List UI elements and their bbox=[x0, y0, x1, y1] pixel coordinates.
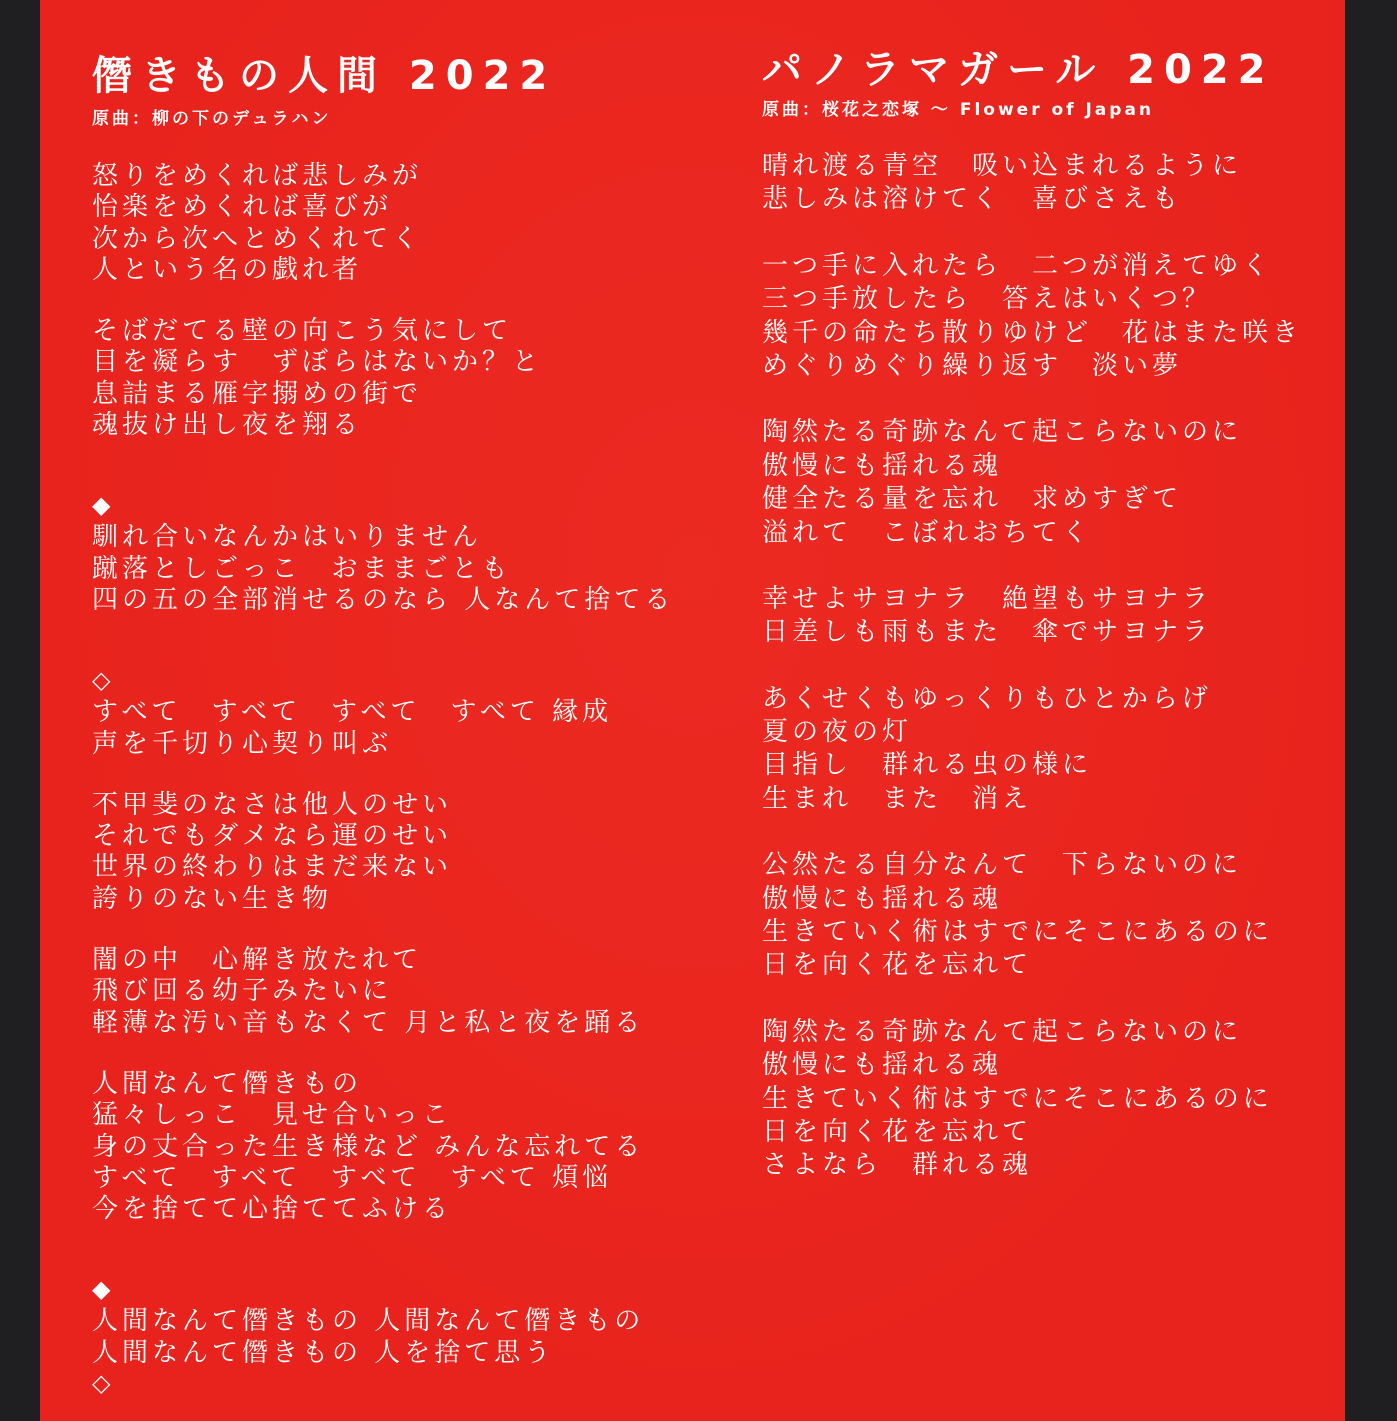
lyric-line: 四の五の全部消せるのなら 人なんて捨てる bbox=[92, 584, 675, 615]
stanza-gap bbox=[762, 986, 1302, 1019]
right-song-lyrics bbox=[762, 153, 1302, 1186]
lyric-line: 声を千切り心契り叫ぶ bbox=[92, 728, 393, 759]
lyric-line: 悲しみは溶けてく 喜びさえも bbox=[762, 184, 1183, 215]
lyric-line: 目を凝らす ずぼらはないか？と bbox=[92, 347, 543, 378]
lyric-line: 馴れ合いなんかはいりません bbox=[92, 522, 483, 553]
lyric-line: 三つ手放したら 答えはいくつ？ bbox=[762, 284, 1213, 315]
lyric-line: 生まれ また 消え bbox=[762, 783, 1033, 814]
lyric-line: 猛々しっこ 見せ合いっこ bbox=[92, 1100, 453, 1131]
lyric-line: それでもダメなら運のせい bbox=[92, 821, 453, 852]
lyric-line: 今を捨てて心捨ててふける bbox=[92, 1194, 453, 1225]
stanza-gap bbox=[762, 553, 1302, 586]
lyric-line: 蹴落としごっこ おままごとも bbox=[92, 553, 512, 584]
lyric-line: すべて すべて すべて すべて 縁成 bbox=[92, 697, 613, 728]
stanza-gap bbox=[92, 917, 674, 947]
lyric-line: 闇の中 心解き放たれて bbox=[92, 945, 423, 976]
lyric-line: 怒りをめくれば悲しみが bbox=[92, 161, 423, 191]
lyric-line: 人という名の戯れ者 bbox=[92, 254, 363, 285]
lyric-line: 誇りのない生き物 bbox=[92, 883, 333, 914]
stanza-gap bbox=[92, 1227, 674, 1277]
stanza-gap bbox=[762, 653, 1302, 686]
stanza-gap bbox=[762, 386, 1302, 419]
lyrics-booklet-page bbox=[40, 0, 1345, 1421]
lyric-line: 幸せよサヨナラ 絶望もサヨナラ bbox=[762, 583, 1213, 614]
left-song-title: 僭きもの人間 2022 bbox=[92, 53, 557, 99]
lyric-line: 日を向く花を忘れて bbox=[762, 1116, 1033, 1147]
lyric-line: 晴れ渡る青空 吸い込まれるように bbox=[762, 151, 1243, 181]
lyric-line: 世界の終わりはまだ来ない bbox=[92, 852, 453, 883]
lyric-line: 一つ手に入れたら 二つが消えてゆく bbox=[762, 250, 1273, 281]
lyric-line: すべて すべて すべて すべて 煩悩 bbox=[92, 1162, 613, 1193]
lyric-line: 傲慢にも揺れる魂 bbox=[762, 450, 1003, 481]
lyric-line: 溢れて こぼれおちてく bbox=[762, 517, 1092, 548]
lyric-line: 傲慢にも揺れる魂 bbox=[762, 1050, 1003, 1081]
section-marker: ◇ bbox=[92, 666, 111, 695]
lyric-line: あくせくもゆっくりもひとからげ bbox=[762, 683, 1212, 714]
lyric-line: 軽薄な汚い音もなくて 月と私と夜を踊る bbox=[92, 1007, 645, 1038]
lyric-line: 息詰まる雁字搦めの街で bbox=[92, 378, 423, 409]
stanza-gap bbox=[92, 1041, 674, 1071]
left-song-subtitle: 原曲：柳の下のデュラハン bbox=[92, 109, 332, 129]
lyric-line: 目指し 群れる虫の様に bbox=[762, 750, 1093, 781]
stanza-gap bbox=[762, 819, 1302, 852]
lyric-line: 陶然たる奇跡なんて起こらないのに bbox=[762, 417, 1243, 448]
lyric-line: そばだてる壁の向こう気にして bbox=[92, 316, 513, 347]
lyric-line: さよなら 群れる魂 bbox=[762, 1150, 1033, 1181]
lyric-line: 人間なんて僭きもの 人間なんて僭きもの bbox=[92, 1306, 645, 1337]
stanza-gap bbox=[92, 762, 674, 792]
section-marker: ◆ bbox=[92, 1275, 111, 1304]
lyric-line: 夏の夜の灯 bbox=[762, 717, 913, 748]
right-song-title: パノラマガール 2022 bbox=[762, 47, 1275, 93]
lyric-line: 日を向く花を忘れて bbox=[762, 950, 1033, 981]
section-marker: ◆ bbox=[92, 491, 111, 520]
right-song-subtitle: 原曲：桜花之恋塚 ～ Flower of Japan bbox=[762, 100, 1155, 120]
stanza-gap bbox=[92, 443, 674, 493]
lyric-line: めぐりめぐり繰り返す 淡い夢 bbox=[762, 350, 1183, 381]
lyric-line: 日差しも雨もまた 傘でサヨナラ bbox=[762, 617, 1213, 648]
lyric-line: 次から次へとめくれてく bbox=[92, 223, 423, 254]
lyric-line: 陶然たる奇跡なんて起こらないのに bbox=[762, 1016, 1243, 1047]
lyric-line: 魂抜け出し夜を翔る bbox=[92, 410, 363, 441]
lyric-line: 幾千の命たち散りゆけど 花はまた咲き bbox=[762, 317, 1303, 348]
section-marker: ◇ bbox=[92, 1369, 111, 1398]
lyric-line: 公然たる自分なんて 下らないのに bbox=[762, 850, 1243, 881]
lyric-line: 身の丈合った生き様など みんな忘れてる bbox=[92, 1131, 645, 1162]
lyric-line: 生きていく術はすでにそこにあるのに bbox=[762, 1083, 1273, 1114]
lyric-line: 健全たる量を忘れ 求めすぎて bbox=[762, 484, 1183, 515]
lyric-line: 怡楽をめくれば喜びが bbox=[92, 192, 393, 223]
lyric-line: 人間なんて僭きもの bbox=[92, 1068, 363, 1099]
left-song-lyrics bbox=[92, 163, 674, 1402]
lyric-line: 人間なんて僭きもの 人を捨て思う bbox=[92, 1337, 555, 1368]
lyric-line: 飛び回る幼子みたいに bbox=[92, 976, 393, 1007]
stanza-gap bbox=[92, 288, 674, 318]
lyric-line: 傲慢にも揺れる魂 bbox=[762, 883, 1003, 914]
stanza-gap bbox=[762, 220, 1302, 253]
lyric-line: 生きていく術はすでにそこにあるのに bbox=[762, 917, 1273, 948]
lyric-line: 不甲斐のなさは他人のせい bbox=[92, 789, 453, 820]
stanza-gap bbox=[92, 618, 674, 668]
